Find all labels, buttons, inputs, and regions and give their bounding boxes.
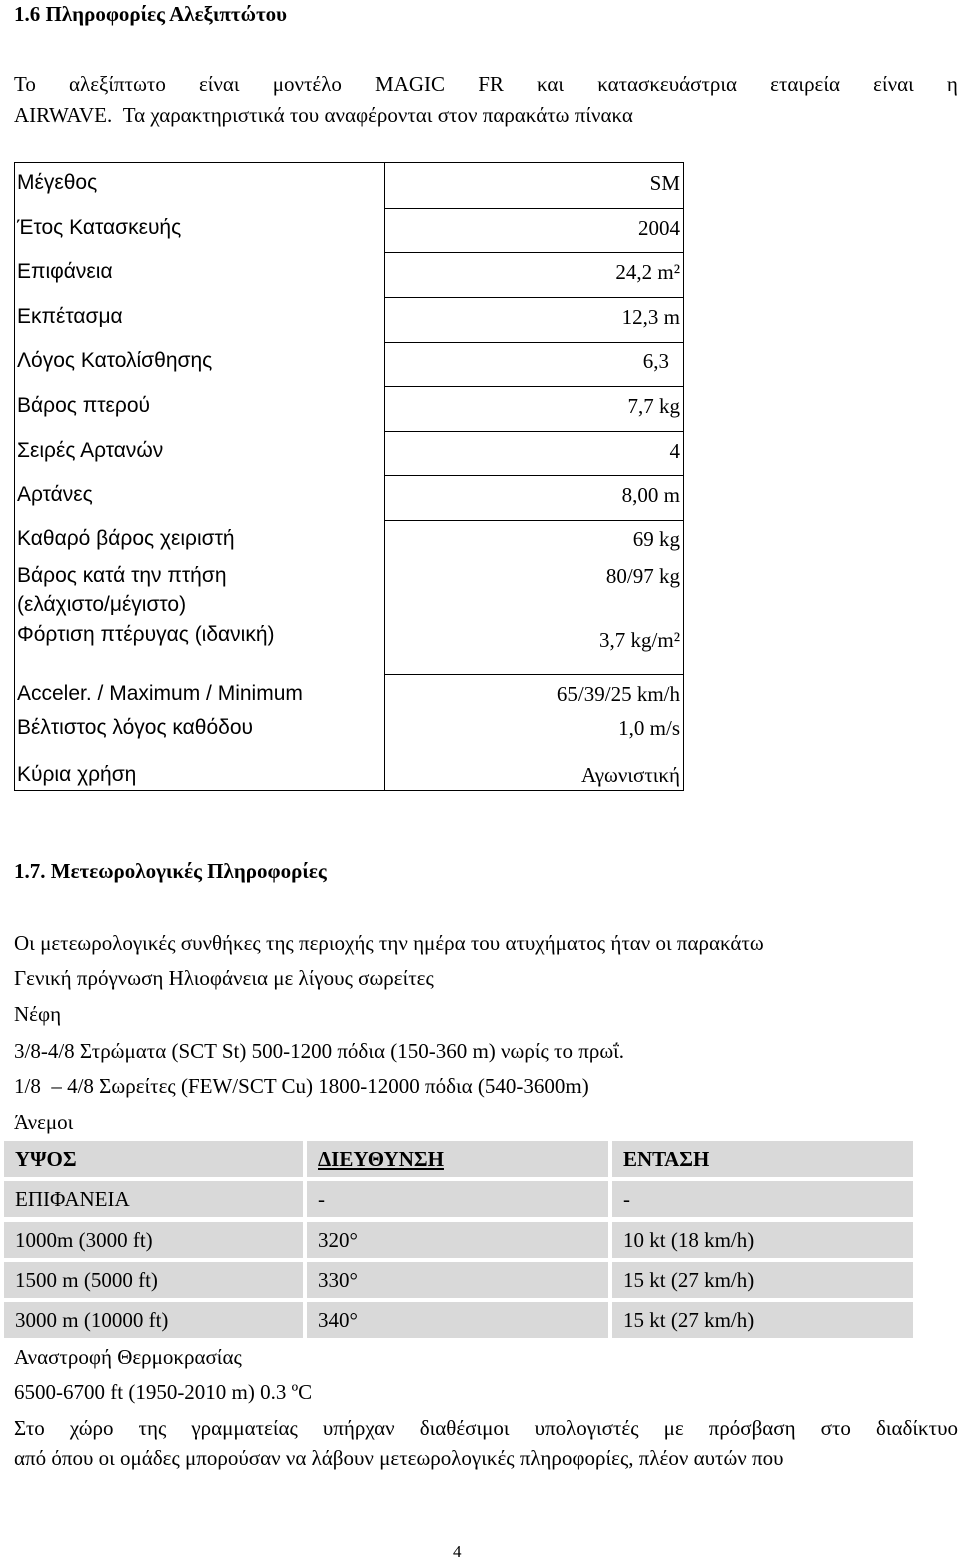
section-heading-1-7: 1.7. Μετεωρολογικές Πληροφορίες: [14, 859, 327, 883]
wind-header-direction-text: ΔΙΕΥΘΥΝΣΗ: [318, 1147, 444, 1171]
intro-word: μοντέλο: [272, 72, 342, 96]
meteo-line: Νέφη: [14, 1002, 62, 1026]
wind-cell-speed: -: [612, 1181, 913, 1217]
degree-symbol: °: [349, 1228, 358, 1252]
intro-word: και: [537, 72, 565, 96]
wind-cell-direction: [307, 1222, 608, 1258]
wind-cell-direction: [307, 1302, 608, 1338]
wind-cell-direction: -: [307, 1181, 608, 1217]
table-rule: [384, 386, 683, 387]
table-rule: [384, 674, 683, 675]
spec-label: Βάρος κατά την πτήση: [17, 564, 227, 587]
spec-label: Βέλτιστος λόγος καθόδου: [17, 716, 254, 739]
section-heading-1-6: 1.6 Πληροφορίες Αλεξιπτώτου: [14, 2, 288, 26]
closing-word: με: [663, 1416, 684, 1440]
spec-value: 1,0 m/s: [618, 716, 680, 740]
wind-cell-altitude: ΕΠΙΦΑΝΕΙΑ: [4, 1181, 303, 1217]
meteo-line: Γενική πρόγνωση Ηλιοφάνεια με λίγους σωρείτες: [14, 966, 434, 990]
spec-label-continued: (ελάχιστο/μέγιστο): [17, 593, 187, 616]
closing-word: υπήρχαν: [322, 1416, 395, 1440]
closing-word: γραμματείας: [191, 1416, 298, 1440]
spec-label: Επιφάνεια: [17, 260, 113, 283]
wind-cell-altitude: 1500 m (5000 ft): [4, 1262, 303, 1298]
table-rule: [384, 342, 683, 343]
meteo-line: Οι μετεωρολογικές συνθήκες της περιοχής την ημέρα του ατυχήματος ήταν οι παρακάτω: [14, 931, 764, 955]
spec-value: SM: [649, 171, 680, 195]
closing-word: πρόσβαση: [708, 1416, 796, 1440]
closing-word: Στο: [14, 1416, 45, 1440]
intro-word: εταιρεία: [770, 72, 841, 96]
spec-label: Βάρος πτερού: [17, 394, 150, 417]
closing-word: υπολογιστές: [534, 1416, 639, 1440]
intro-word: Το: [14, 72, 36, 96]
closing-word: διαδίκτυο: [875, 1416, 958, 1440]
table-rule: [384, 475, 683, 476]
spec-label: Καθαρό βάρος χειριστή: [17, 527, 235, 550]
winds-label: Άνεμοι: [14, 1110, 74, 1134]
spec-label: Σειρές Αρτανών: [17, 439, 164, 462]
meteo-line: 3/8-4/8 Στρώματα (SCT St) 500-1200 πόδια (150-360 m) νωρίς το πρωΐ.: [14, 1039, 625, 1063]
wind-cell-speed: 15 kt (27 km/h): [612, 1302, 913, 1338]
intro-word: MAGIC: [375, 72, 446, 96]
closing-word: χώρο: [69, 1416, 114, 1440]
spec-value: 24,2 m²: [615, 260, 680, 284]
spec-label: Acceler. / Maximum / Minimum: [17, 682, 303, 705]
spec-label: Φόρτιση πτέρυγας (ιδανική): [17, 623, 275, 646]
wind-cell-altitude: 1000m (3000 ft): [4, 1222, 303, 1258]
spec-value: 3,7 kg/m²: [599, 628, 680, 652]
intro-word: αλεξίπτωτο: [69, 72, 166, 96]
wind-header-direction: [307, 1141, 608, 1177]
table-rule: [384, 208, 683, 209]
closing-word: διαθέσιμοι: [419, 1416, 510, 1440]
intro-word: FR: [478, 72, 504, 96]
spec-label: Λόγος Κατολίσθησης: [17, 349, 213, 372]
table-rule: [384, 431, 683, 432]
wind-header-altitude: ΥΨΟΣ: [4, 1141, 303, 1177]
closing-line-2: από όπου οι ομάδες μπορούσαν να λάβουν μετεωρολογικές πληροφορίες, πλέον αυτών που: [14, 1446, 784, 1470]
intro-word: είναι: [198, 72, 240, 96]
degree-symbol: °: [349, 1308, 358, 1332]
wind-cell-speed: 15 kt (27 km/h): [612, 1262, 913, 1298]
wind-direction-value: 330: [318, 1268, 350, 1292]
meteo-line: 1/8 – 4/8 Σωρείτες (FEW/SCT Cu) 1800-12000 πόδια (540-3600m): [14, 1074, 589, 1098]
spec-label: Έτος Κατασκευής: [17, 216, 182, 239]
paraglider-spec-table: [14, 162, 684, 791]
intro-word: η: [946, 72, 958, 96]
spec-value: Αγωνιστική: [581, 763, 680, 787]
intro-word: κατασκευάστρια: [597, 72, 738, 96]
table-rule: [384, 297, 683, 298]
table-divider: [384, 163, 385, 790]
spec-value: 69 kg: [632, 527, 680, 551]
spec-value: 7,7 kg: [627, 394, 680, 418]
wind-direction-value: 320: [318, 1228, 350, 1252]
inversion-title: Αναστροφή Θερμοκρασίας: [14, 1345, 242, 1369]
wind-cell-speed: 10 kt (18 km/h): [612, 1222, 913, 1258]
table-rule: [384, 252, 683, 253]
spec-value: 2004: [638, 216, 680, 240]
page-number: 4: [453, 1542, 462, 1561]
wind-cell-direction: [307, 1262, 608, 1298]
wind-direction-value: 340: [318, 1308, 350, 1332]
spec-label: Κύρια χρήση: [17, 763, 137, 786]
closing-word: στο: [820, 1416, 851, 1440]
closing-line-1: [14, 1416, 958, 1441]
table-rule: [384, 520, 683, 521]
spec-label: Μέγεθος: [17, 171, 98, 194]
intro-line-1: [14, 72, 958, 97]
inversion-value: 6500-6700 ft (1950-2010 m) 0.3 ºC: [14, 1380, 313, 1404]
spec-value: 12,3 m: [621, 305, 680, 329]
degree-symbol: °: [349, 1268, 358, 1292]
spec-value: 4: [669, 439, 680, 463]
wind-header-speed: ΕΝΤΑΣΗ: [612, 1141, 913, 1177]
spec-label: Αρτάνες: [17, 483, 93, 506]
spec-label: Εκπέτασμα: [17, 305, 123, 328]
intro-word: είναι: [873, 72, 914, 96]
wind-cell-altitude: 3000 m (10000 ft): [4, 1302, 303, 1338]
closing-word: της: [138, 1416, 167, 1440]
intro-line-2: AIRWAVE. Τα χαρακτηριστικά του αναφέρονται στον παρακάτω πίνακα: [14, 103, 633, 127]
spec-value: 65/39/25 km/h: [556, 682, 680, 706]
spec-value: 6,3: [642, 349, 669, 373]
spec-value: 8,00 m: [621, 483, 680, 507]
spec-value: 80/97 kg: [605, 564, 680, 588]
